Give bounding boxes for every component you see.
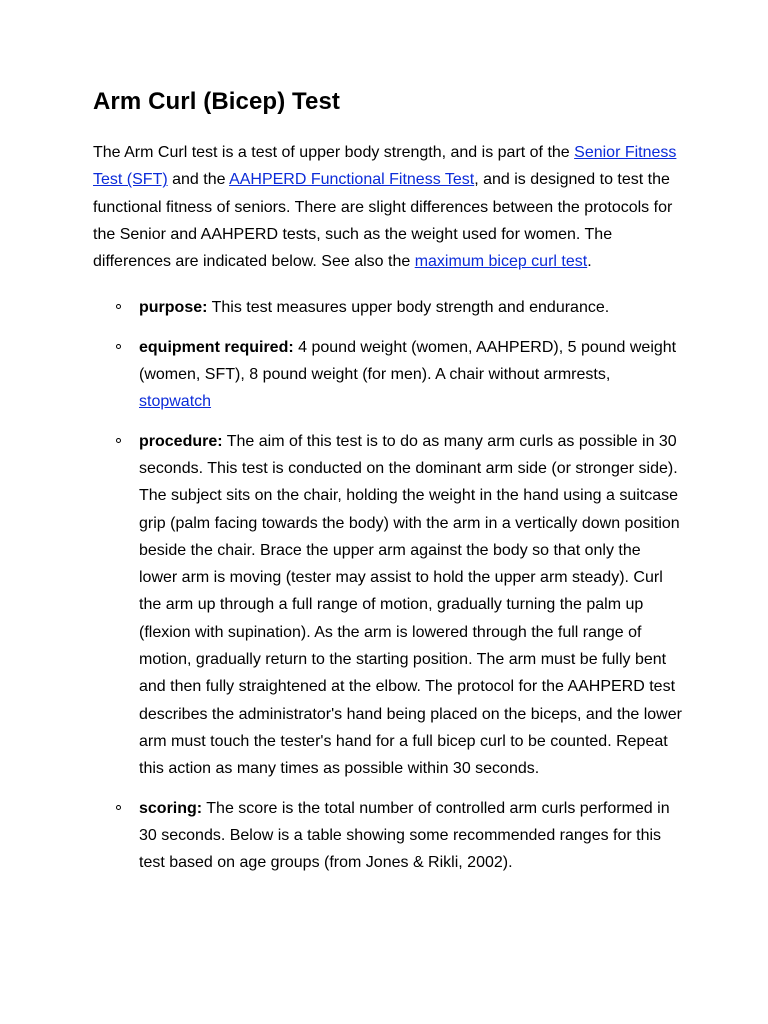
bullet-icon — [116, 805, 121, 810]
page-title: Arm Curl (Bicep) Test — [93, 88, 341, 115]
intro-text-4: . — [587, 253, 592, 271]
intro-text-1: The Arm Curl test is a test of upper body strength, and is part of the — [93, 144, 575, 161]
item-text-purpose: This test measures upper body strength and endurance. — [207, 299, 610, 317]
test-details-list — [93, 294, 683, 876]
list-item-equipment — [93, 334, 683, 416]
list-item-procedure — [93, 428, 683, 783]
senior-fitness-test-link[interactable]: Senior Fitness Test (SFT) — [93, 144, 677, 189]
item-label-purpose: purpose: — [139, 299, 208, 317]
item-label-equipment: equipment required: — [139, 338, 294, 356]
item-text-procedure: The aim of this test is to do as many arm curls as possible in 30 seconds. This test is conducted on the dominant arm side (or stronger side). The subject sits on the chair, holding the weight in the hand using a suitcase grip (palm facing towards the body) with the arm in a vertically down position beside the chair. Brace the upper arm against the body so that only the lower arm is moving (tester may assist to hold the upper arm steady). Curl the arm up through a full range of motion, gradually turning the palm up (flexion with supination). As the arm is lowered through the full range of motion, gradually return to the starting position. The arm must be fully bent and then fully straightened at the elbow. The protocol for the AAHPERD test describes the administrator's hand being placed on the biceps, and the lower arm must touch the tester's hand for a full bicep curl to be counted. Repeat this action as many times as possible within 30 seconds. — [139, 432, 682, 778]
document-page — [93, 84, 683, 888]
bullet-icon — [116, 304, 121, 309]
item-text-equipment: 4 pound weight (women, AAHPERD), 5 pound weight (women, SFT), 8 pound weight (for men). A chair without armrests, — [139, 338, 677, 384]
maximum-bicep-curl-test-link[interactable]: maximum bicep curl test — [414, 253, 588, 271]
item-text-scoring: The score is the total number of controlled arm curls performed in 30 seconds. Below is a table showing some recommended ranges for this test based on age groups (from Jones & Rikli, 2002). — [139, 799, 670, 872]
intro-text-3: , and is designed to test the functional fitness of seniors. There are slight differences between the protocols for the Senior and AAHPERD tests, such as the weight used for women. The differences are indicated below. See also the — [93, 171, 673, 271]
item-label-scoring: scoring: — [139, 799, 203, 817]
bullet-icon — [116, 438, 121, 443]
intro-text-2: and the — [167, 171, 230, 189]
bullet-icon — [116, 344, 121, 349]
aahperd-functional-fitness-test-link[interactable]: AAHPERD Functional Fitness Test — [229, 171, 475, 189]
item-label-procedure: procedure: — [139, 432, 223, 450]
list-item-purpose — [93, 294, 683, 321]
intro-paragraph — [93, 139, 683, 275]
stopwatch-link[interactable]: stopwatch — [139, 393, 212, 411]
list-item-scoring — [93, 795, 683, 877]
